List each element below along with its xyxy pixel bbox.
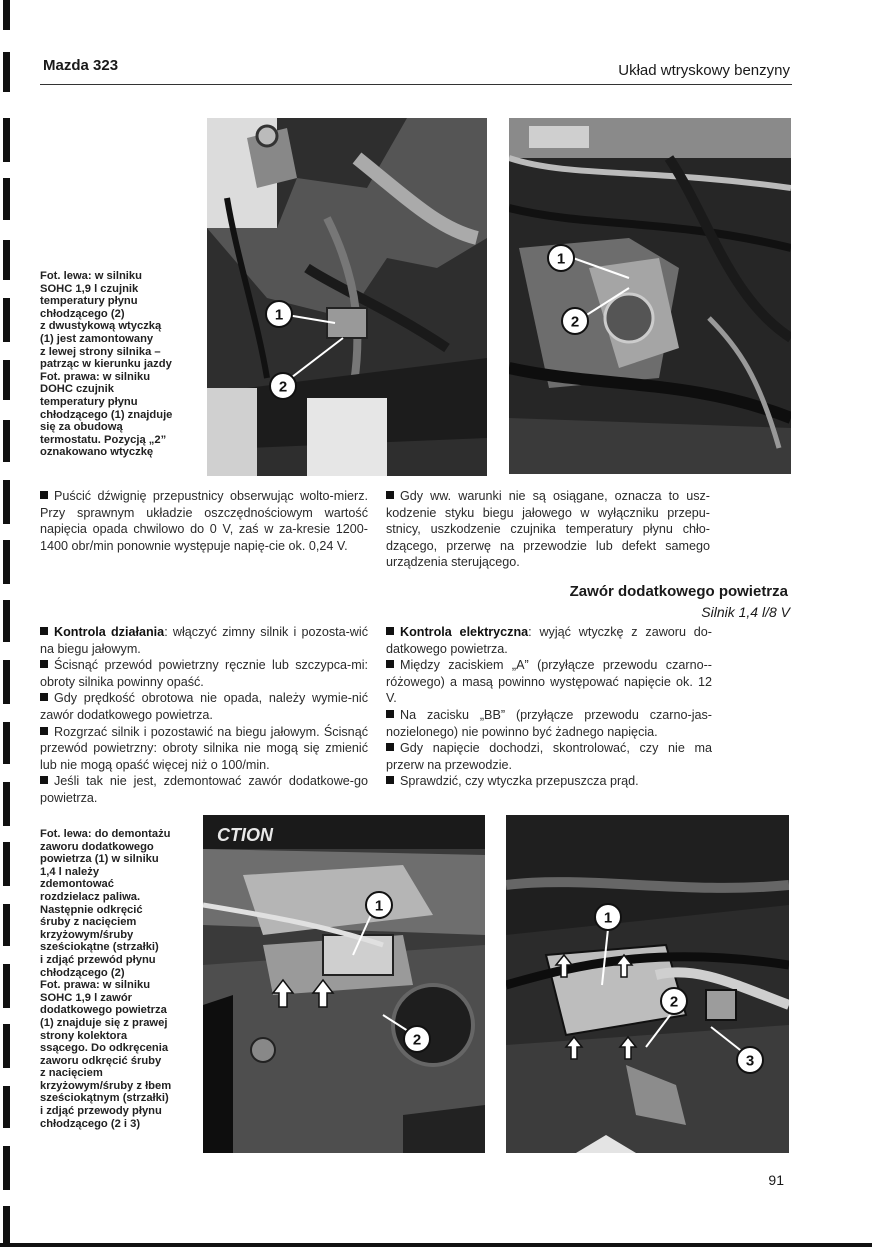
top-photo-caption: Fot. lewa: w silniku SOHC 1,9 l czujnik temperatury płynu chłodzącego (2) z dwustykową wtyczką (1) jest zamontowany z lewej strony silnika – patrząc w kierunku jazdy Fot. prawa: w silniku DOHC czujnik temperatury płynu chłodzącego (1) znajduje się za obudową termostatu. Pozycją „2” oznakowano wtyczkę xyxy=(40,270,173,459)
paragraph-text: Puścić dźwignię przepustnicy obserwując wolto-mierz. Przy sprawnym układzie oszczędnościowym wartość napięcia opada chwilowo do 0 V, zaś w za-kresie 1200-1400 obr/min ponownie występuje napię-cie ok. 0,24 V. xyxy=(40,489,368,553)
engine-photo-air-valve-1-4 xyxy=(203,815,485,1153)
header-model: Mazda 323 xyxy=(43,57,119,74)
paragraph-heading: Kontrola działania xyxy=(54,625,165,639)
paragraph-text: Gdy prędkość obrotowa nie opada, należy wymie-nić zawór dodatkowego powietrza. xyxy=(40,691,368,722)
bullet-square-icon xyxy=(40,627,48,635)
paragraph-terminal-a xyxy=(386,657,712,707)
binding-mark xyxy=(3,0,10,30)
paragraph-remove-valve xyxy=(40,773,368,806)
bullet-square-icon xyxy=(40,727,48,735)
engine-photo-sohc-sensor xyxy=(207,118,487,476)
bullet-square-icon xyxy=(386,776,394,784)
left-column-top xyxy=(40,488,368,554)
paragraph-text: Rozgrzać silnik i pozostawić na biegu jałowym. Ścisnąć przewód powietrzny: obroty silnika nie mogą się zmienić lub nie mogą opaść więcej niż o 100/min. xyxy=(40,724,368,772)
header-chapter: Układ wtryskowy benzyny xyxy=(618,62,790,79)
paragraph-text: Gdy ww. warunki nie są osiągane, oznacza to usz-kodzenie styku biegu jałowego w wyłączniku przepu-stnicy, uszkodzenie czujnika temperatury płynu chło-dzącego, przerwę na przewodzie lub defekt samego urządzenia sterującego. xyxy=(386,489,710,570)
binding-mark xyxy=(3,240,10,280)
paragraph-text: Ścisnąć przewód powietrzny ręcznie lub szczypca-mi: obroty silnika powinny opaść. xyxy=(40,658,368,689)
paragraph-text: Między zaciskiem „A” (przyłącze przewodu czarno--różowego) a masą powinno występować napięcie ok. 12 V. xyxy=(386,658,712,706)
binding-mark xyxy=(3,480,10,524)
right-column-top xyxy=(386,488,710,571)
header-rule xyxy=(40,84,792,85)
paragraph-check-wiring xyxy=(386,740,712,773)
paragraph-fault-conditions xyxy=(386,488,710,571)
binding-mark xyxy=(3,722,10,764)
paragraph-text: : wyjąć wtyczkę z zaworu do-datkowego powietrza. xyxy=(386,625,712,656)
bottom-photo-caption: Fot. lewa: do demontażu zaworu dodatkowego powietrza (1) w silniku 1,4 l należy zdemontować rozdzielacz paliwa. Następnie odkręcić śruby z nacięciem krzyżowym/śruby sześciokątne (strzałki) i zdjąć przewód płynu chłodzącego (2) Fot. prawa: w silniku SOHC 1,9 l zawór dodatkowego powietrza (1) znajduje się z prawej strony kolektora ssącego. Do odkręcenia zaworu odkręcić śruby z nacięciem krzyżowym/śruby z łbem sześciokątnym (strzałki) i zdjąć przewody płynu chłodzącego (2 i 3) xyxy=(40,828,172,1130)
paragraph-terminal-bb xyxy=(386,707,712,740)
section-title: Zawór dodatkowego powietrza xyxy=(569,583,788,600)
paragraph-throttle-release xyxy=(40,488,368,554)
bullet-square-icon xyxy=(40,491,48,499)
left-column-mid xyxy=(40,624,368,807)
paragraph-text: Na zacisku „BB” (przyłącze przewodu czarno-jas-nozielonego) nie powinno być żadnego napięcia. xyxy=(386,707,712,739)
engine-photo-air-valve-sohc xyxy=(506,815,789,1153)
paragraph-replace-valve xyxy=(40,690,368,723)
binding-mark xyxy=(3,178,10,220)
binding-mark xyxy=(3,964,10,1008)
section-subtitle: Silnik 1,4 l/8 V xyxy=(701,604,790,620)
page-number: 91 xyxy=(768,1172,784,1188)
marker-2: 2 xyxy=(669,993,679,1011)
binding-mark xyxy=(3,420,10,462)
paragraph-warm-engine xyxy=(40,724,368,774)
binding-mark xyxy=(3,600,10,642)
paragraph-text: : włączyć zimny silnik i pozosta-wić na biegu jałowym. xyxy=(40,625,369,656)
bullet-square-icon xyxy=(40,776,48,784)
binding-mark xyxy=(3,298,10,342)
marker-1: 1 xyxy=(274,306,284,324)
paragraph-text: Gdy napięcie dochodzi, skontrolować, czy nie ma przerw na przewodzie. xyxy=(386,741,712,772)
paragraph-electrical-check xyxy=(386,624,712,657)
marker-1: 1 xyxy=(556,250,566,268)
bullet-square-icon xyxy=(40,660,48,668)
paragraph-squeeze-hose xyxy=(40,657,368,690)
marker-2: 2 xyxy=(278,378,288,396)
binding-mark xyxy=(3,118,10,162)
bullet-square-icon xyxy=(40,693,48,701)
right-column-mid xyxy=(386,624,712,790)
marker-1: 1 xyxy=(374,897,384,915)
bullet-square-icon xyxy=(386,710,394,718)
marker-3: 3 xyxy=(745,1052,755,1070)
binding-mark xyxy=(3,842,10,886)
paragraph-function-check xyxy=(40,624,368,657)
binding-mark xyxy=(3,904,10,946)
marker-2: 2 xyxy=(570,313,580,331)
binding-mark xyxy=(3,1024,10,1068)
marker-1: 1 xyxy=(603,909,613,927)
bullet-square-icon xyxy=(386,743,394,751)
paragraph-check-plug xyxy=(386,773,712,790)
marker-2: 2 xyxy=(412,1031,422,1049)
bullet-square-icon xyxy=(386,660,394,668)
bullet-square-icon xyxy=(386,627,394,635)
paragraph-text: Sprawdzić, czy wtyczka przepuszcza prąd. xyxy=(400,774,639,789)
bottom-rule xyxy=(0,1243,872,1247)
engine-photo-dohc-sensor xyxy=(509,118,791,474)
engine-cover-label: CTION xyxy=(217,825,273,845)
binding-edge xyxy=(0,0,14,1253)
binding-mark xyxy=(3,660,10,704)
binding-mark xyxy=(3,1086,10,1128)
paragraph-heading: Kontrola elektryczna xyxy=(400,625,529,639)
bullet-square-icon xyxy=(386,491,394,499)
binding-mark xyxy=(3,540,10,584)
binding-mark xyxy=(3,1146,10,1190)
binding-mark xyxy=(3,782,10,826)
binding-mark xyxy=(3,360,10,400)
paragraph-text: Jeśli tak nie jest, zdemontować zawór dodatkowe-go powietrza. xyxy=(40,774,368,805)
binding-mark xyxy=(3,1206,10,1246)
binding-mark xyxy=(3,52,10,92)
